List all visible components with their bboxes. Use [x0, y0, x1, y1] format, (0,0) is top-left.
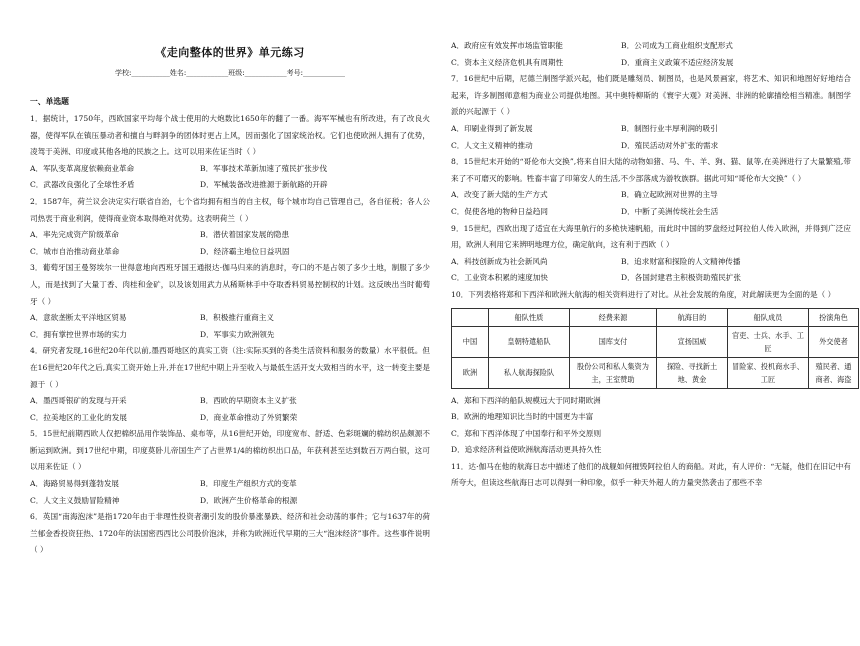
- table-header-cell: 船队成员: [728, 308, 809, 326]
- question-5: [30, 426, 430, 509]
- option-b: B．制图行业丰厚利润的吸引: [621, 123, 718, 133]
- question-3: [30, 260, 430, 343]
- table-cell: 殖民者、通商者、海盗: [809, 357, 859, 388]
- question-8: [451, 154, 851, 220]
- table-header-row: [452, 308, 859, 326]
- option-c: C．人文主义鼓励冒险精神: [30, 495, 120, 505]
- option-a: A．海路贸易得到蓬勃发展: [30, 479, 120, 489]
- table-cell: 国库支付: [570, 326, 657, 357]
- option-d: D．经济霸主地位日益巩固: [200, 246, 290, 256]
- option-c: C．拥有掌控世界市场的实力: [30, 329, 127, 339]
- option-c: C．武器改良强化了全球性矛盾: [30, 180, 135, 190]
- option-d: D．追求经济利益使欧洲航海活动更具持久性: [451, 445, 602, 455]
- question-text: 5．15世纪前期西欧人仅把棉织品用作装饰品、桌布等，从16世纪开始，印度宽布、舒适、色彩斑斓的棉纺织品颇源不断运到欧洲。到17世纪中期，印度莫卧儿帝国生产了占世界1/4的棉纺织出口品，年获利甚至达到数百万两白银，这可以用来佐证（ ）: [30, 429, 430, 472]
- question-text: 6．英国“南海泡沫”是指1720年由于非理性投资者潮引发的股价暴涨暴跌、经济和社会动荡的事件；它与1637年的荷兰郁金香投资狂热、1720年的法国密西西比公司股价泡沫，并称为欧洲近代早期的三大“泡沫经济”事件。这些事件说明（ ）: [30, 512, 430, 555]
- option-b: B．军事技术革新加速了殖民扩张步伐: [200, 163, 328, 173]
- option-b: B．公司成为工商业组织支配形式: [621, 41, 733, 50]
- question-1: [30, 111, 430, 194]
- table-cell: 股份公司和私人集资为主，王室赞助: [570, 357, 657, 388]
- question-text: 8．15世纪末开始的“哥伦布大交换”,将来自旧大陆的动物如猪、马、牛、羊、狗、猫、鼠等,在美洲进行了大量繁殖,带来了不可磨灭的影响。牲畜丰富了印第安人的生活,不少部落成为游牧族群。据此可知“哥伦布大交换”（ ）: [451, 157, 851, 183]
- option-c: C．城市自治推动商业革命: [30, 246, 120, 256]
- option-b: B．印度生产组织方式的变革: [200, 479, 297, 489]
- page-title: 《走向整体的世界》单元练习: [155, 46, 305, 59]
- option-d: D．商业革命推动了外贸繁荣: [200, 412, 298, 422]
- question-text: 3．葡萄牙国王曼努埃尔一世得意地向西班牙国王通报达·伽马归来的消息时，夸口的不是占领了多少土地，制服了多少人，而是找到了大量丁香、肉桂和金矿，以及该划用武力从稀斯林手中夺取香料贸易控制权的计划。这反映出当时葡萄牙（ ）: [30, 263, 430, 306]
- table-cell: 冒险家、投机商水手、工匠: [728, 357, 809, 388]
- table-header-cell: 经费来源: [570, 308, 657, 326]
- table-row: [452, 326, 859, 357]
- option-a: A．军队变革离度依赖商业革命: [30, 163, 135, 173]
- option-c: C．拉美地区的工业化的发展: [30, 412, 127, 422]
- option-c: C．工业资本积累的速度加快: [451, 273, 548, 283]
- table-header-cell: 航海目的: [657, 308, 728, 326]
- option-b: B．确立起欧洲对世界的主导: [621, 190, 718, 200]
- question-text: 2．1587年，荷兰议会决定实行联省自治，七个省均拥有相当的自主权，每个城市均自己管理自己，各自征税；各人公司热衷于商业利润，使得商业资本取得绝对优势。这表明荷兰（ ）: [30, 196, 430, 223]
- option-c: C．资本主义经济危机具有周期性: [451, 57, 564, 67]
- left-column: [30, 0, 430, 608]
- question-2: [30, 194, 430, 260]
- section-heading: 一、单选题: [30, 97, 69, 106]
- question-text: 1．据统计，1750年，西欧国家平均每个战士使用的大炮数比1650年的翻了一番。海军军械也有所改进，有了改良火器，使得军队在镇压暴动者和擅自与畔洞争的团体时更占上风，因而强化了国家统治权。它们也使欧洲人拥有了优势，凌驾于美洲、印度或其他各地的民族之上。这可以用来佐证当时（ ）: [30, 114, 430, 157]
- table-cell: 皇朝特遣船队: [489, 326, 570, 357]
- table-cell: 私人航海探险队: [489, 357, 570, 388]
- comparison-table: [451, 308, 859, 389]
- table-cell: 探险、寻找新土地、黄金: [657, 357, 728, 388]
- option-c: C．人文主义精神的推动: [451, 140, 533, 150]
- question-10: [451, 287, 851, 459]
- table-header-cell: [452, 308, 489, 326]
- option-a: A．意欲垄断太平洋地区贸易: [30, 313, 127, 323]
- option-a: A．印刷业得到了新发展: [451, 123, 533, 133]
- table-header-cell: 扮演角色: [809, 308, 859, 326]
- question-text: 9．15世纪，西欧出现了适宜在大海里航行的多桅快速帆船，而此时中国的罗盘经过阿拉伯人传入欧洲，并得到广泛应用，欧洲人利用它来辨明地理方位，确定航向，这有利于西欧（ ）: [451, 223, 851, 250]
- question-text: 4．研究者发现,16世纪20年代以前,墨西哥地区的真实工资（注:实际买到的各类生活资料和服务的数量）水平很低。但在16世纪20年代之后,真实工资开始上升,并在17世纪中期上升至收入与最低生活开支大致相当的水平，这一转变主要是源于（ ）: [30, 346, 430, 389]
- option-d: D．殖民活动对外扩张的需求: [621, 140, 719, 150]
- table-header-cell: 船队性质: [489, 308, 570, 326]
- option-a: A．改变了新大陆的生产方式: [451, 190, 548, 200]
- option-d: D．军械装备改进推源于新航路的开辟: [200, 180, 328, 190]
- question-9: [451, 221, 851, 287]
- option-c: C．郑和下西洋体现了中国奉行和平外交原则: [451, 428, 602, 438]
- option-a: A．郑和下西洋的船队规模远大于同时期欧洲: [451, 395, 601, 405]
- option-b: B．西欧的早期资本主义扩张: [200, 396, 297, 406]
- student-info-line: 学校:___________姓名:____________班级:____________考号:____________: [115, 69, 345, 77]
- question-6: [30, 509, 430, 559]
- option-d: D．重商主义政策不适应经济发展: [621, 57, 734, 67]
- option-a: A．政府应有效发挥市场监管职能: [451, 41, 563, 50]
- table-cell: 中国: [452, 326, 489, 357]
- table-cell: 官吏、士兵、水手、工匠: [728, 326, 809, 357]
- option-a: A．科技创新成为社会新风尚: [451, 256, 548, 266]
- table-cell: 宣扬国威: [657, 326, 728, 357]
- question-text: 11．达·伽马在他的航海日志中描述了他们的战舰如何摧毁阿拉伯人的商船。对此，有人评价：“无疑，他们在旧记中有所夸大，但读这些航海日志可以得到一种印象，似乎一种天外超人的力量突然袭击了那些不幸: [451, 461, 851, 488]
- option-d: D．各国封建君主积极资助殖民扩张: [621, 273, 741, 283]
- option-d: D．军事实力欧洲领先: [200, 329, 275, 339]
- question-text: 10．下列表格将郑和下西洋和欧洲大航海的相关资料进行了对比。从社会发展的角度，对此解读更为全面的是（ ）: [451, 289, 836, 299]
- option-b: B．积极推行重商主义: [200, 313, 274, 323]
- option-a: A．率先完成资产阶级革命: [30, 230, 120, 240]
- table-row: [452, 357, 859, 388]
- table-cell: 外交使者: [809, 326, 859, 357]
- right-column: [451, 38, 851, 646]
- table-cell: 欧洲: [452, 357, 489, 388]
- question-7: [451, 71, 851, 154]
- option-a: A．墨西哥银矿的发现与开采: [30, 396, 127, 406]
- option-b: B．欧洲的地理知识比当时的中国更为丰富: [451, 412, 594, 422]
- question-6-options: [451, 38, 851, 71]
- question-text: 7．16世纪中后期，尼德兰制图学派兴起，他们既是雕刻员、制图员，也是风景画家，将艺术、知识和地图好好地结合起来，许多制图师意相为商业公司提供地图。其中奥特柳斯的《寰宇大观》对美洲、非洲的轮廓描绘相当精准。制图学派的兴起源于（ ）: [451, 74, 851, 117]
- option-b: B．追求财富和探险的人文精神传播: [621, 256, 741, 266]
- option-b: B．潜伏着国家发展的隐患: [200, 230, 290, 240]
- option-d: D．欧洲产生价格革命的根源: [200, 495, 298, 505]
- question-11: [451, 459, 851, 492]
- option-d: D．中断了美洲传统社会生活: [621, 206, 719, 216]
- option-c: C．促使各地的物种日益趋同: [451, 206, 548, 216]
- question-4: [30, 343, 430, 426]
